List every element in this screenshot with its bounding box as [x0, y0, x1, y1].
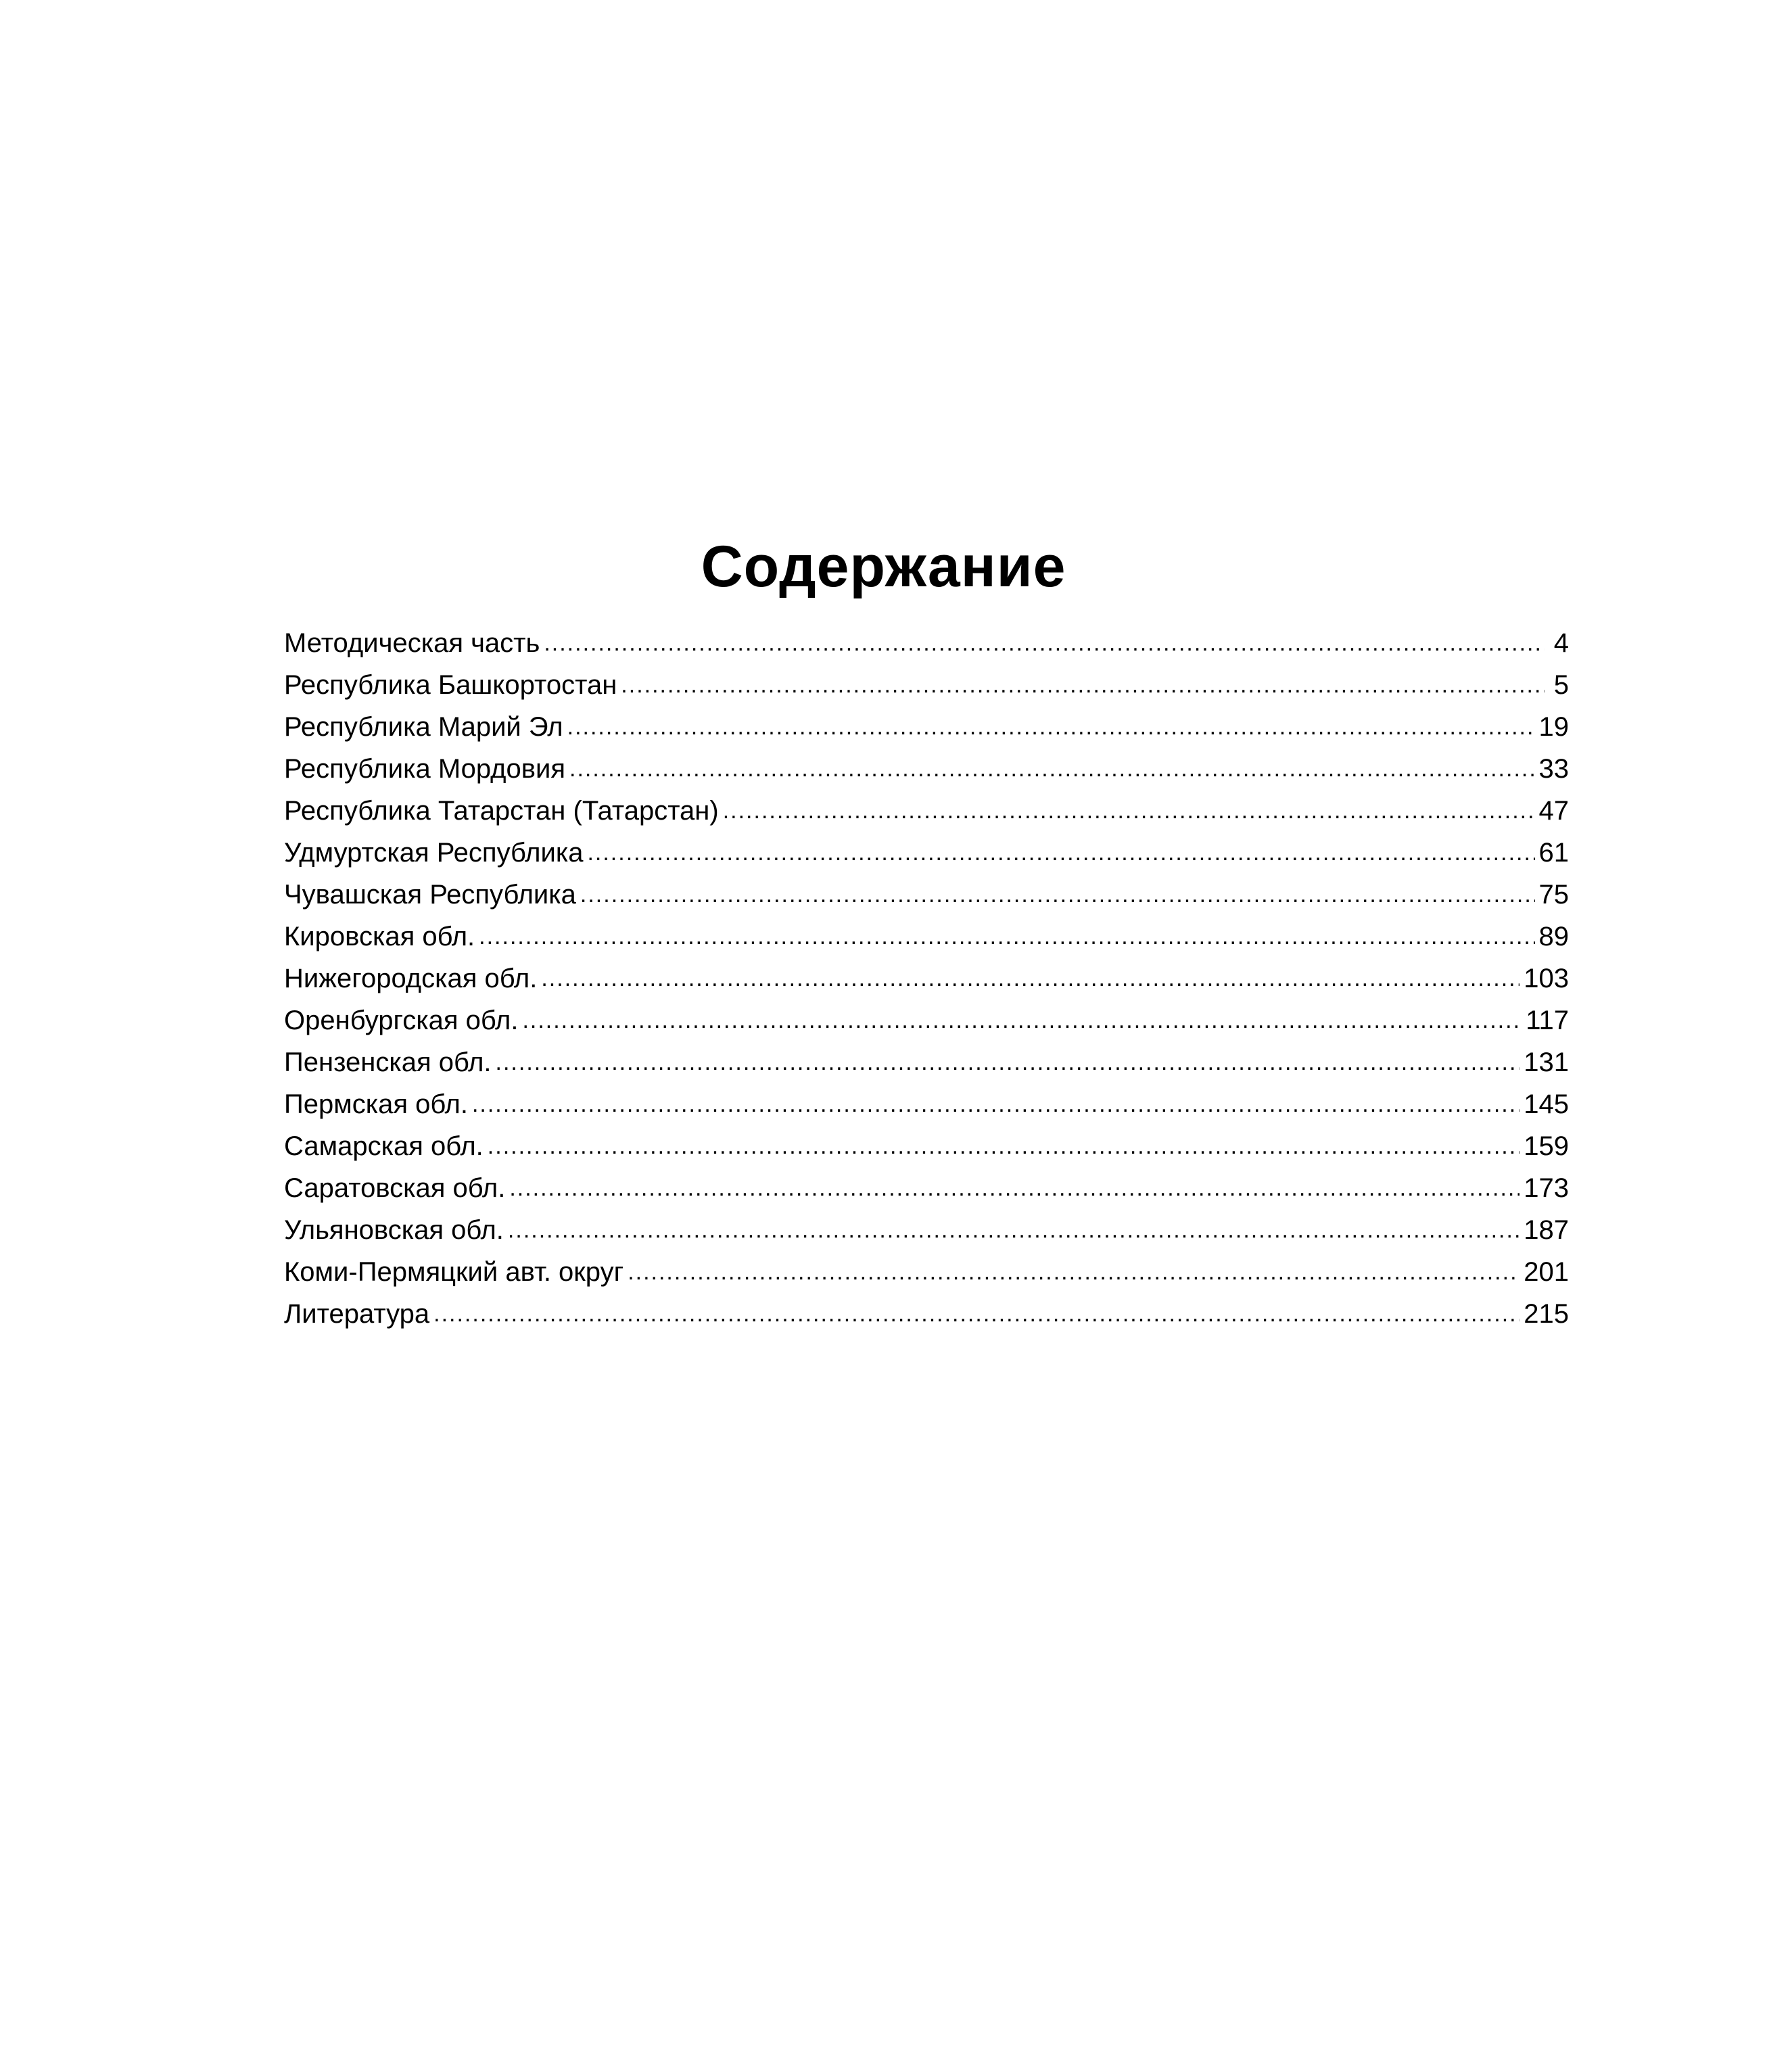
toc-leader-dots — [580, 874, 1535, 916]
toc-leader-dots — [587, 832, 1534, 874]
toc-entry — [284, 874, 1569, 916]
toc-leader-dots — [472, 1083, 1519, 1125]
toc-entry-page: 19 — [1538, 712, 1569, 742]
toc-entry-label: Методическая часть — [284, 628, 540, 658]
toc-entry-label: Ульяновская обл. — [284, 1215, 504, 1245]
toc-leader-dots — [433, 1293, 1519, 1335]
toc-entry-page: 33 — [1538, 754, 1569, 784]
toc-entry — [284, 1293, 1569, 1335]
toc-entry-label: Кировская обл. — [284, 922, 475, 951]
toc-entry-page: 5 — [1553, 670, 1569, 700]
toc-entry-page: 201 — [1524, 1257, 1569, 1287]
toc-leader-dots — [723, 790, 1535, 832]
toc-entry — [284, 1209, 1569, 1251]
toc-entry — [284, 832, 1569, 874]
toc-entry — [284, 958, 1569, 999]
toc-entry-label: Республика Марий Эл — [284, 712, 563, 742]
toc-entry-label: Литература — [284, 1299, 430, 1329]
toc-leader-dots — [488, 1125, 1519, 1167]
toc-leader-dots — [509, 1167, 1519, 1209]
toc-entry-page: 173 — [1524, 1173, 1569, 1203]
toc-entry-page: 159 — [1524, 1131, 1569, 1161]
toc-entry — [284, 1041, 1569, 1083]
toc-entry — [284, 790, 1569, 832]
toc-leader-dots — [496, 1041, 1520, 1083]
toc-leader-dots — [541, 958, 1519, 999]
toc-entry-label: Коми-Пермяцкий авт. округ — [284, 1257, 624, 1287]
toc-entry-page: 145 — [1524, 1089, 1569, 1119]
toc-entry — [284, 748, 1569, 790]
toc-entry-page: 131 — [1524, 1047, 1569, 1077]
toc-entry — [284, 1251, 1569, 1293]
toc-entry — [284, 622, 1569, 664]
toc-entry-label: Пензенская обл. — [284, 1047, 492, 1077]
toc-entry-label: Нижегородская обл. — [284, 964, 538, 993]
toc-entry-page: 215 — [1524, 1299, 1569, 1329]
toc-leader-dots — [522, 999, 1522, 1041]
toc-entry-page: 117 — [1526, 1006, 1569, 1035]
toc-entry-label: Республика Татарстан (Татарстан) — [284, 796, 719, 826]
toc-entry-label: Саратовская обл. — [284, 1173, 506, 1203]
toc-entry-label: Республика Башкортостан — [284, 670, 617, 700]
table-of-contents — [284, 622, 1569, 1335]
toc-entry-label: Удмуртская Республика — [284, 838, 584, 868]
toc-entry-page: 89 — [1538, 922, 1569, 951]
toc-entry-page: 75 — [1538, 880, 1569, 910]
toc-entry-page: 103 — [1524, 964, 1569, 993]
toc-entry — [284, 1125, 1569, 1167]
toc-entry-label: Республика Мордовия — [284, 754, 565, 784]
toc-entry-label: Пермская обл. — [284, 1089, 468, 1119]
toc-entry-page: 4 — [1553, 628, 1569, 658]
page-title: Содержание — [701, 534, 1066, 599]
toc-entry-page: 61 — [1538, 838, 1569, 868]
toc-leader-dots — [508, 1209, 1519, 1251]
toc-leader-dots — [544, 622, 1545, 664]
toc-entry — [284, 916, 1569, 958]
toc-leader-dots — [479, 916, 1534, 958]
toc-entry — [284, 706, 1569, 748]
toc-entry-page: 47 — [1538, 796, 1569, 826]
toc-entry — [284, 664, 1569, 706]
toc-entry-label: Чувашская Республика — [284, 880, 576, 910]
toc-entry-label: Оренбургская обл. — [284, 1006, 519, 1035]
toc-entry — [284, 1167, 1569, 1209]
toc-leader-dots — [621, 664, 1545, 706]
toc-entry — [284, 999, 1569, 1041]
toc-entry — [284, 1083, 1569, 1125]
toc-leader-dots — [567, 706, 1535, 748]
toc-leader-dots — [628, 1251, 1519, 1293]
toc-entry-page: 187 — [1524, 1215, 1569, 1245]
toc-leader-dots — [569, 748, 1535, 790]
toc-entry-label: Самарская обл. — [284, 1131, 484, 1161]
